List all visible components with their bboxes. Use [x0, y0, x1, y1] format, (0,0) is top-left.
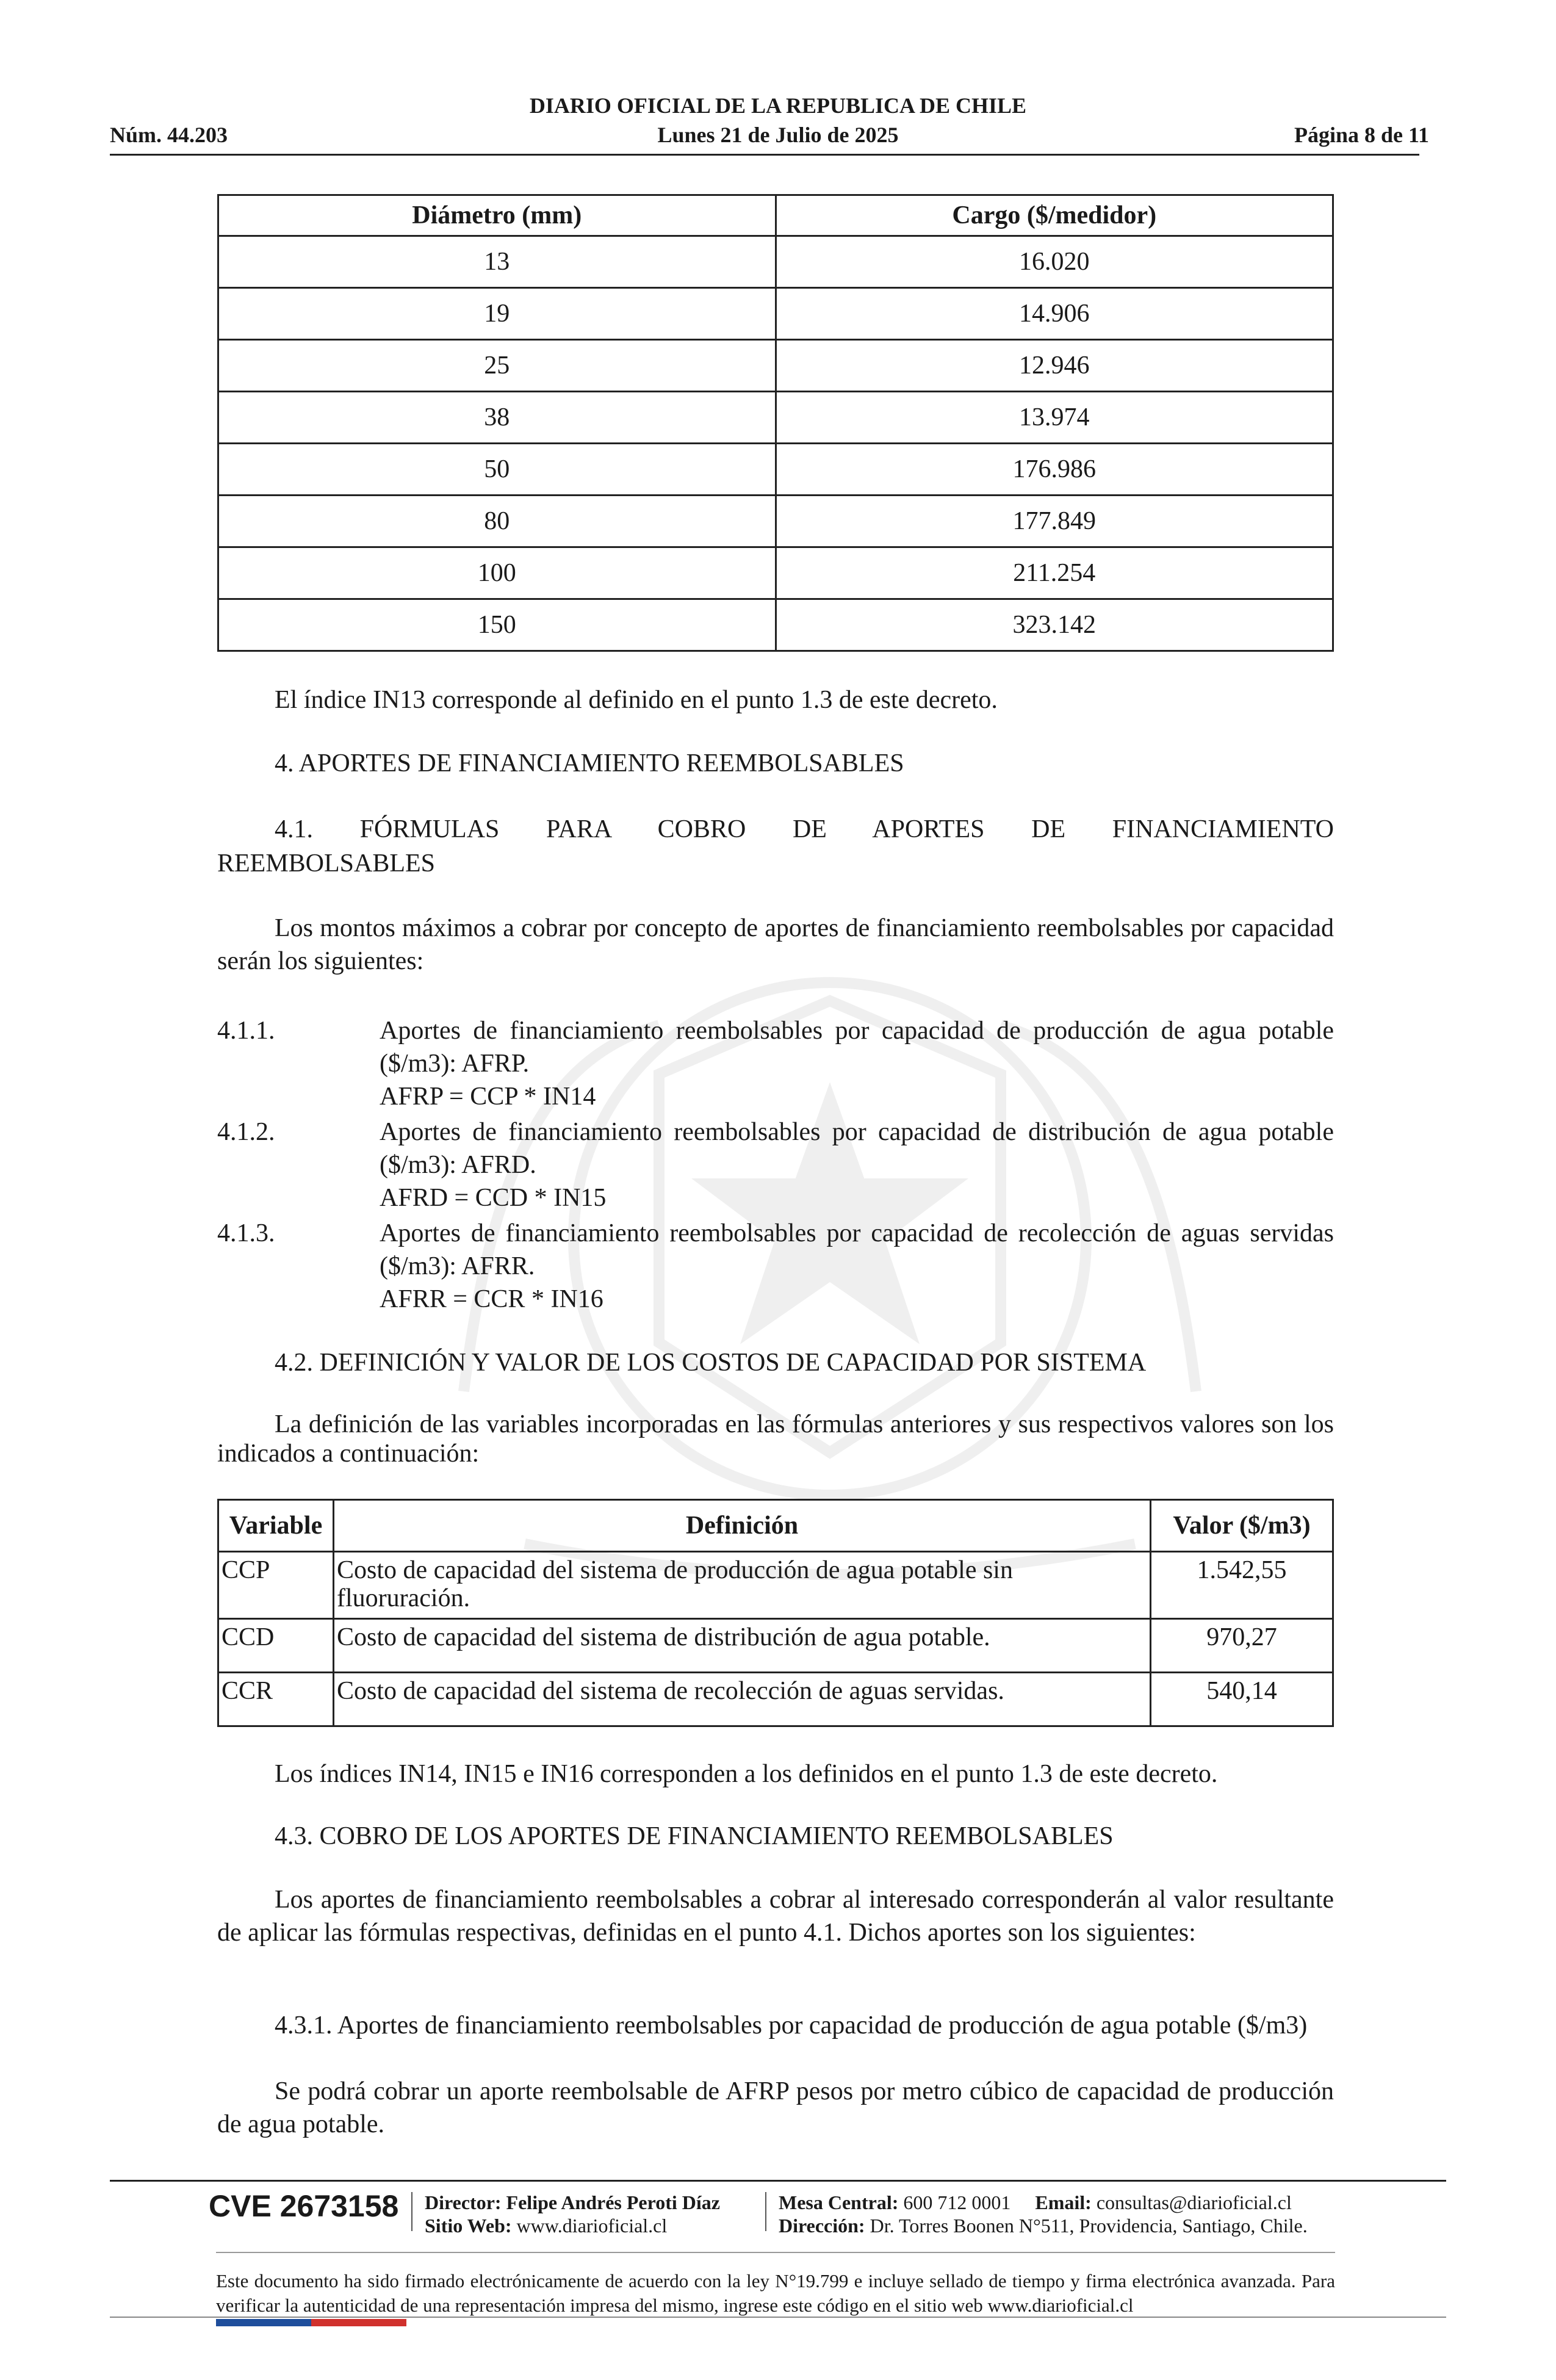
list-item-number: 4.1.2. — [217, 1118, 275, 1146]
cell-value: 970,27 — [1151, 1619, 1333, 1673]
cell-diameter: 100 — [218, 547, 776, 599]
cell-charge: 211.254 — [776, 547, 1333, 599]
email-label: Email: — [1035, 2191, 1092, 2213]
flag-stripe-red — [311, 2319, 406, 2326]
cve-code: CVE 2673158 — [209, 2189, 399, 2223]
director-name: Felipe Andrés Peroti Díaz — [506, 2191, 720, 2213]
section-4-3-heading: 4.3. COBRO DE LOS APORTES DE FINANCIAMIENTO REEMBOLSABLES — [275, 1822, 1114, 1850]
list-item-number: 4.1.1. — [217, 1017, 275, 1045]
list-item-text: Aportes de financiamiento reembolsables por capacidad de producción de agua potable ($/m3): AFRP. — [380, 1017, 1334, 1078]
cell-diameter: 80 — [218, 496, 776, 547]
paragraph-cobro: Los aportes de financiamiento reembolsables a cobrar al interesado corresponderán al valor resultante de aplicar las fórmulas respectivas, definidas en el punto 4.1. Dichos aportes son los siguientes: — [217, 1886, 1334, 1947]
cell-charge: 177.849 — [776, 496, 1333, 547]
cell-definition: Costo de capacidad del sistema de producción de agua potable sin fluoruración. — [334, 1552, 1151, 1619]
formula-afrr: AFRR = CCR * IN16 — [380, 1285, 603, 1313]
footer-separator — [765, 2192, 766, 2231]
table-row — [218, 236, 1333, 288]
cell-charge: 323.142 — [776, 599, 1333, 651]
section-4-heading: 4. APORTES DE FINANCIAMIENTO REEMBOLSABLES — [275, 749, 904, 777]
footer-bottom-divider — [110, 2317, 1446, 2318]
cell-diameter: 19 — [218, 288, 776, 340]
table-row — [218, 288, 1333, 340]
column-header-diameter: Diámetro (mm) — [218, 195, 776, 236]
director-label: Director: — [425, 2191, 502, 2213]
table-row — [218, 444, 1333, 496]
footer-separator — [411, 2192, 412, 2231]
cell-diameter: 25 — [218, 340, 776, 392]
cell-definition: Costo de capacidad del sistema de distribución de agua potable. — [334, 1619, 1151, 1673]
cell-definition: Costo de capacidad del sistema de recolección de aguas servidas. — [334, 1673, 1151, 1726]
table-header-row — [218, 1500, 1333, 1552]
table-row — [218, 599, 1333, 651]
contact-line — [779, 2191, 1292, 2214]
legal-notice: Este documento ha sido firmado electrónicamente de acuerdo con la ley N°19.799 e incluye sellado de tiempo y firma electrónica avanzada. Para verificar la autenticidad de una representación impresa del mismo, ingrese este código en el sitio web www.diarioficial.cl — [216, 2270, 1335, 2316]
cell-charge: 13.974 — [776, 392, 1333, 444]
website-line — [425, 2214, 667, 2237]
table-row — [218, 1552, 1333, 1619]
cell-value: 1.542,55 — [1151, 1552, 1333, 1619]
table-row — [218, 1619, 1333, 1673]
issue-date: Lunes 21 de Julio de 2025 — [657, 123, 899, 147]
table-row — [218, 1673, 1333, 1726]
page-indicator: Página 8 de 11 — [1294, 123, 1429, 147]
cell-variable: CCP — [218, 1552, 334, 1619]
cell-diameter: 38 — [218, 392, 776, 444]
email-link[interactable]: consultas@diarioficial.cl — [1096, 2191, 1292, 2213]
website-label: Sitio Web: — [425, 2215, 512, 2237]
formula-afrp: AFRP = CCP * IN14 — [380, 1083, 596, 1111]
table-row — [218, 496, 1333, 547]
flag-stripe-blue — [216, 2319, 311, 2326]
paragraph-indices: Los índices IN14, IN15 e IN16 corresponden a los definidos en el punto 1.3 de este decreto. — [275, 1760, 1218, 1788]
column-header-variable: Variable — [218, 1500, 334, 1552]
table-header-row — [218, 195, 1333, 236]
cell-charge: 12.946 — [776, 340, 1333, 392]
table-row — [218, 547, 1333, 599]
publication-title: DIARIO OFICIAL DE LA REPUBLICA DE CHILE — [529, 93, 1027, 118]
cell-charge: 14.906 — [776, 288, 1333, 340]
cell-charge: 176.986 — [776, 444, 1333, 496]
list-item-number: 4.1.3. — [217, 1219, 275, 1247]
formula-afrd: AFRD = CCD * IN15 — [380, 1184, 607, 1212]
table-row — [218, 392, 1333, 444]
diameter-charge-table — [217, 194, 1334, 652]
table-row — [218, 340, 1333, 392]
paragraph-4-3-1: 4.3.1. Aportes de financiamiento reembolsables por capacidad de producción de agua potable ($/m3) — [275, 2011, 1308, 2039]
column-header-definition: Definición — [334, 1500, 1151, 1552]
mesa-phone: 600 712 0001 — [903, 2191, 1011, 2213]
section-4-2-heading: 4.2. DEFINICIÓN Y VALOR DE LOS COSTOS DE CAPACIDAD POR SISTEMA — [275, 1349, 1147, 1377]
column-header-charge: Cargo ($/medidor) — [776, 195, 1333, 236]
footer-inner-divider — [216, 2252, 1335, 2253]
capacity-cost-table — [217, 1499, 1334, 1727]
footer-divider — [110, 2180, 1446, 2182]
website-link[interactable]: www.diarioficial.cl — [516, 2215, 668, 2237]
cell-variable: CCR — [218, 1673, 334, 1726]
paragraph-montos: Los montos máximos a cobrar por concepto de aportes de financiamiento reembolsables por capacidad serán los siguientes: — [217, 914, 1334, 975]
section-4-1-heading-line2: REEMBOLSABLES — [217, 849, 436, 878]
section-4-1-heading-line1: 4.1. FÓRMULAS PARA COBRO DE APORTES DE FINANCIAMIENTO — [275, 815, 1334, 843]
cell-charge: 16.020 — [776, 236, 1333, 288]
issue-number: Núm. 44.203 — [110, 123, 228, 147]
paragraph-afrp: Se podrá cobrar un aporte reembolsable de AFRP pesos por metro cúbico de capacidad de producción de agua potable. — [217, 2077, 1334, 2138]
list-item-text: Aportes de financiamiento reembolsables por capacidad de recolección de aguas servidas ($/m3): AFRR. — [380, 1219, 1334, 1280]
director-line — [425, 2191, 720, 2214]
address-text: Dr. Torres Boonen N°511, Providencia, Santiago, Chile. — [870, 2215, 1308, 2237]
paragraph-definicion: La definición de las variables incorporadas en las fórmulas anteriores y sus respectivos valores son los indicados a continuación: — [217, 1410, 1334, 1468]
cell-diameter: 50 — [218, 444, 776, 496]
cell-value: 540,14 — [1151, 1673, 1333, 1726]
paragraph-in13: El índice IN13 corresponde al definido en el punto 1.3 de este decreto. — [275, 686, 998, 714]
header-divider — [110, 154, 1419, 156]
mesa-label: Mesa Central: — [779, 2191, 899, 2213]
cell-diameter: 150 — [218, 599, 776, 651]
address-label: Dirección: — [779, 2215, 865, 2237]
cell-variable: CCD — [218, 1619, 334, 1673]
cell-diameter: 13 — [218, 236, 776, 288]
column-header-value: Valor ($/m3) — [1151, 1500, 1333, 1552]
list-item-text: Aportes de financiamiento reembolsables por capacidad de distribución de agua potable ($/m3): AFRD. — [380, 1118, 1334, 1179]
address-line — [779, 2214, 1308, 2237]
